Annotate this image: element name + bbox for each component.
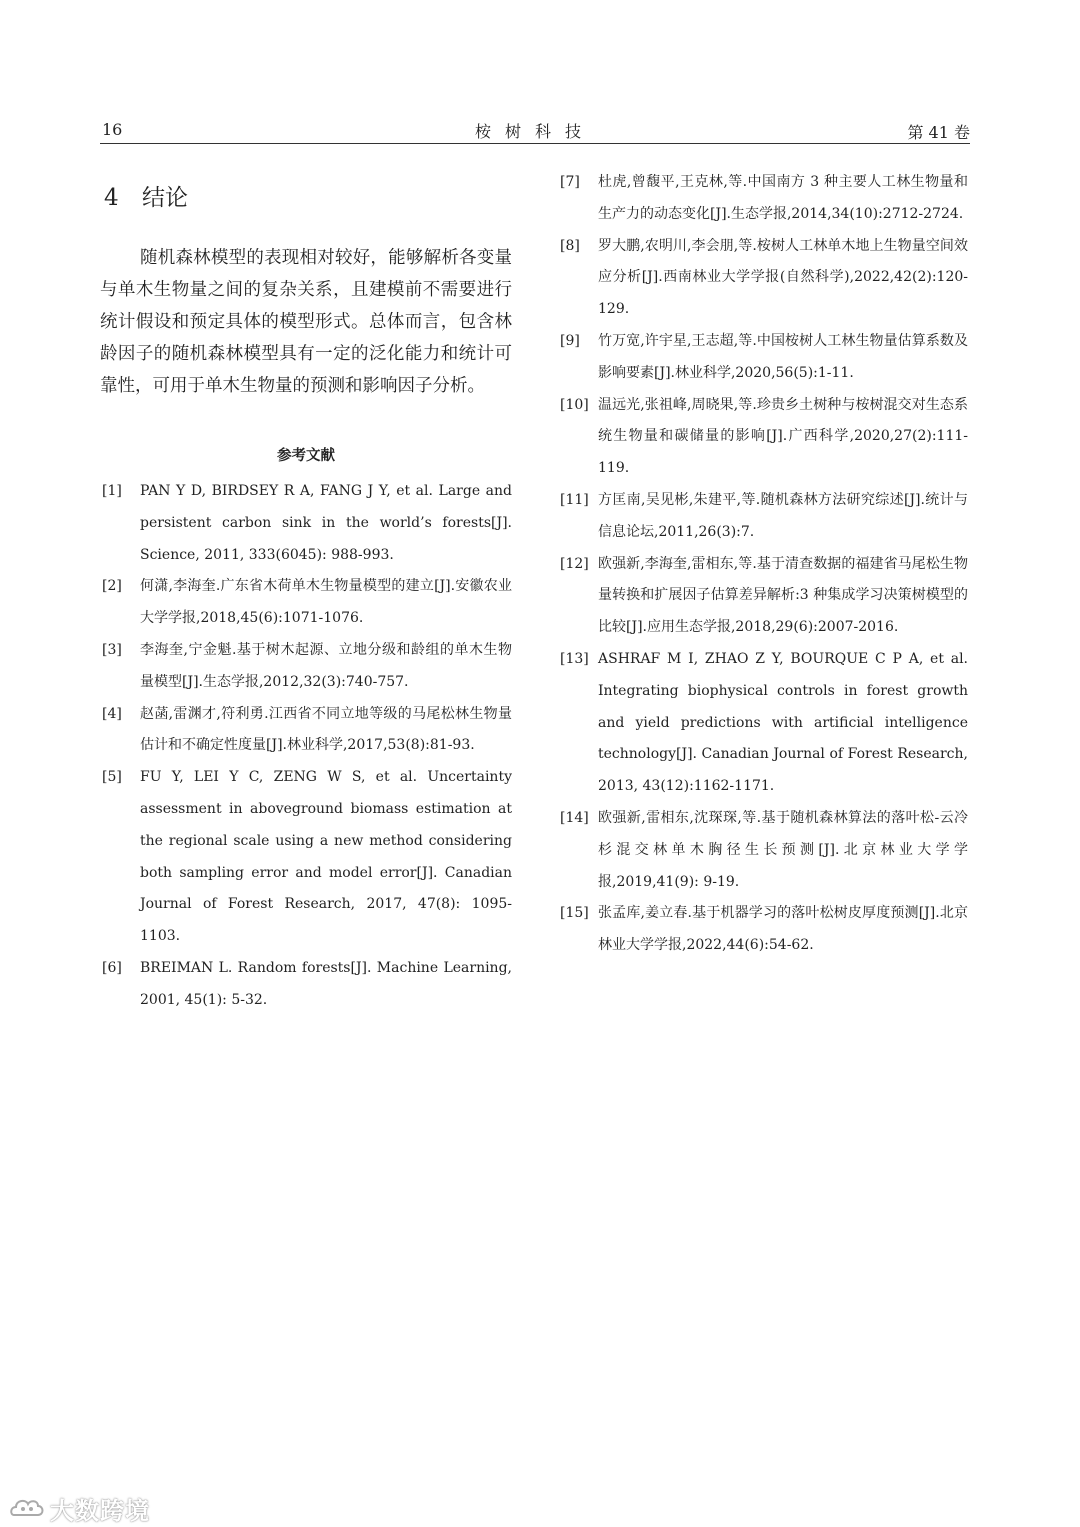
reference-index: [8] — [560, 237, 580, 254]
reference-index: [1] — [102, 483, 122, 499]
cloud-logo-icon — [10, 1495, 46, 1521]
reference-list-right — [558, 167, 968, 962]
reference-text: PAN Y D, BIRDSEY R A, FANG J Y, et al. Large and persistent carbon sink in the world’s forests[J]. Science, 2011, 333(6045): 988-993. — [140, 483, 512, 563]
reference-text: 何潇,李海奎.广东省木荷单木生物量模型的建立[J].安徽农业大学学报,2018,45(6):1071-1076. — [140, 578, 512, 627]
reference-text: 张孟库,姜立春.基于机器学习的落叶松树皮厚度预测[J].北京林业大学学报,2022,44(6):54-62. — [598, 905, 968, 954]
reference-item — [558, 231, 968, 326]
reference-index: [6] — [102, 959, 122, 976]
reference-text: 李海奎,宁金魁.基于树木起源、立地分级和龄组的单木生物量模型[J].生态学报,2012,32(3):740-757. — [140, 641, 512, 690]
reference-index: [12] — [560, 555, 589, 572]
reference-text: 欧强新,雷相东,沈琛琛,等.基于随机森林算法的落叶松-云冷杉混交林单木胸径生长预测[J].北京林业大学学报,2019,41(9): 9-19. — [598, 809, 968, 890]
reference-item — [100, 699, 512, 763]
watermark-text: 大数跨境 — [50, 1496, 150, 1525]
reference-index: [13] — [560, 650, 589, 667]
reference-index: [3] — [102, 641, 122, 658]
reference-item — [100, 762, 512, 953]
reference-text: BREIMAN L. Random forests[J]. Machine Learning, 2001, 45(1): 5-32. — [140, 959, 512, 1008]
journal-name: 桉树科技 — [474, 122, 595, 141]
reference-index: [10] — [560, 396, 589, 413]
references-heading: 参考文献 — [277, 448, 335, 464]
conclusion-paragraph: 随机森林模型的表现相对较好，能够解析各变量与单木生物量之间的复杂关系，且建模前不需要进行统计假设和预定具体的模型形式。总体而言，包含林龄因子的随机森林模型具有一定的泛化能力和统计可靠性，可用于单木生物量的预测和影响因子分析。 — [100, 248, 512, 396]
reference-item — [558, 390, 968, 485]
reference-text: 方匡南,吴见彬,朱建平,等.随机森林方法研究综述[J].统计与信息论坛,2011,26(3):7. — [598, 491, 968, 540]
reference-text: 欧强新,李海奎,雷相东,等.基于清查数据的福建省马尾松生物量转换和扩展因子估算差异解析:3 种集成学习决策树模型的比较[J].应用生态学报,2018,29(6):2007-2016. — [598, 555, 968, 636]
running-header — [100, 118, 970, 142]
reference-index: [7] — [560, 174, 580, 190]
reference-item — [558, 485, 968, 549]
reference-index: [9] — [560, 332, 580, 349]
reference-index: [4] — [102, 705, 122, 722]
reference-item — [558, 644, 968, 803]
reference-index: [2] — [102, 578, 122, 595]
reference-list-left — [100, 476, 512, 1017]
reference-item — [558, 803, 968, 898]
section-number: 4 — [104, 185, 119, 211]
reference-text: 杜虎,曾馥平,王克林,等.中国南方 3 种主要人工林生物量和生产力的动态变化[J].生态学报,2014,34(10):2712-2724. — [598, 174, 968, 222]
reference-text: 罗大鹏,农明川,李会朋,等.桉树人工林单木地上生物量空间效应分析[J].西南林业大学学报(自然科学),2022,42(2):120- 129. — [598, 237, 968, 318]
reference-index: [14] — [560, 809, 589, 826]
reference-item — [558, 549, 968, 644]
reference-index: [5] — [102, 769, 122, 786]
reference-item — [100, 953, 512, 1017]
section-title: 结论 — [142, 185, 188, 211]
reference-item — [100, 476, 512, 571]
reference-text: FU Y, LEI Y C, ZENG W S, et al. Uncertainty assessment in aboveground biomass estimation at the regional scale using a new method considering both sampling error and model error[J]. Canadian Journal of Forest Research, 2017, 47(8): 1095- 1103. — [140, 769, 512, 945]
left-column — [100, 180, 512, 1017]
reference-text: 赵菡,雷渊才,符利勇.江西省不同立地等级的马尾松林生物量估计和不确定性度量[J].林业科学,2017,53(8):81-93. — [140, 705, 512, 754]
reference-item — [558, 898, 968, 962]
reference-text: ASHRAF M I, ZHAO Z Y, BOURQUE C P A, et al. Integrating biophysical controls in forest growth and yield predictions with artificial intelligence technology[J]. Canadian Journal of Forest Research, 2013, 43(12):1162-1171. — [598, 650, 968, 795]
reference-text: 温远光,张祖峰,周晓果,等.珍贵乡土树种与桉树混交对生态系统生物量和碳储量的影响[J].广西科学,2020,27(2):111- 119. — [598, 396, 968, 477]
right-column — [558, 167, 968, 962]
reference-index: [11] — [560, 491, 589, 508]
reference-text: 竹万宽,许宇星,王志超,等.中国桉树人工林生物量估算系数及影响要素[J].林业科学,2020,56(5):1-11. — [598, 332, 968, 381]
reference-index: [15] — [560, 905, 589, 922]
reference-item — [100, 635, 512, 699]
header-divider — [100, 143, 970, 144]
reference-item — [100, 571, 512, 635]
reference-item — [558, 167, 968, 231]
volume-label: 第 41 卷 — [907, 123, 970, 142]
section-heading — [104, 180, 512, 216]
watermark — [10, 1490, 150, 1526]
reference-item — [558, 326, 968, 390]
page-number: 16 — [102, 120, 123, 139]
